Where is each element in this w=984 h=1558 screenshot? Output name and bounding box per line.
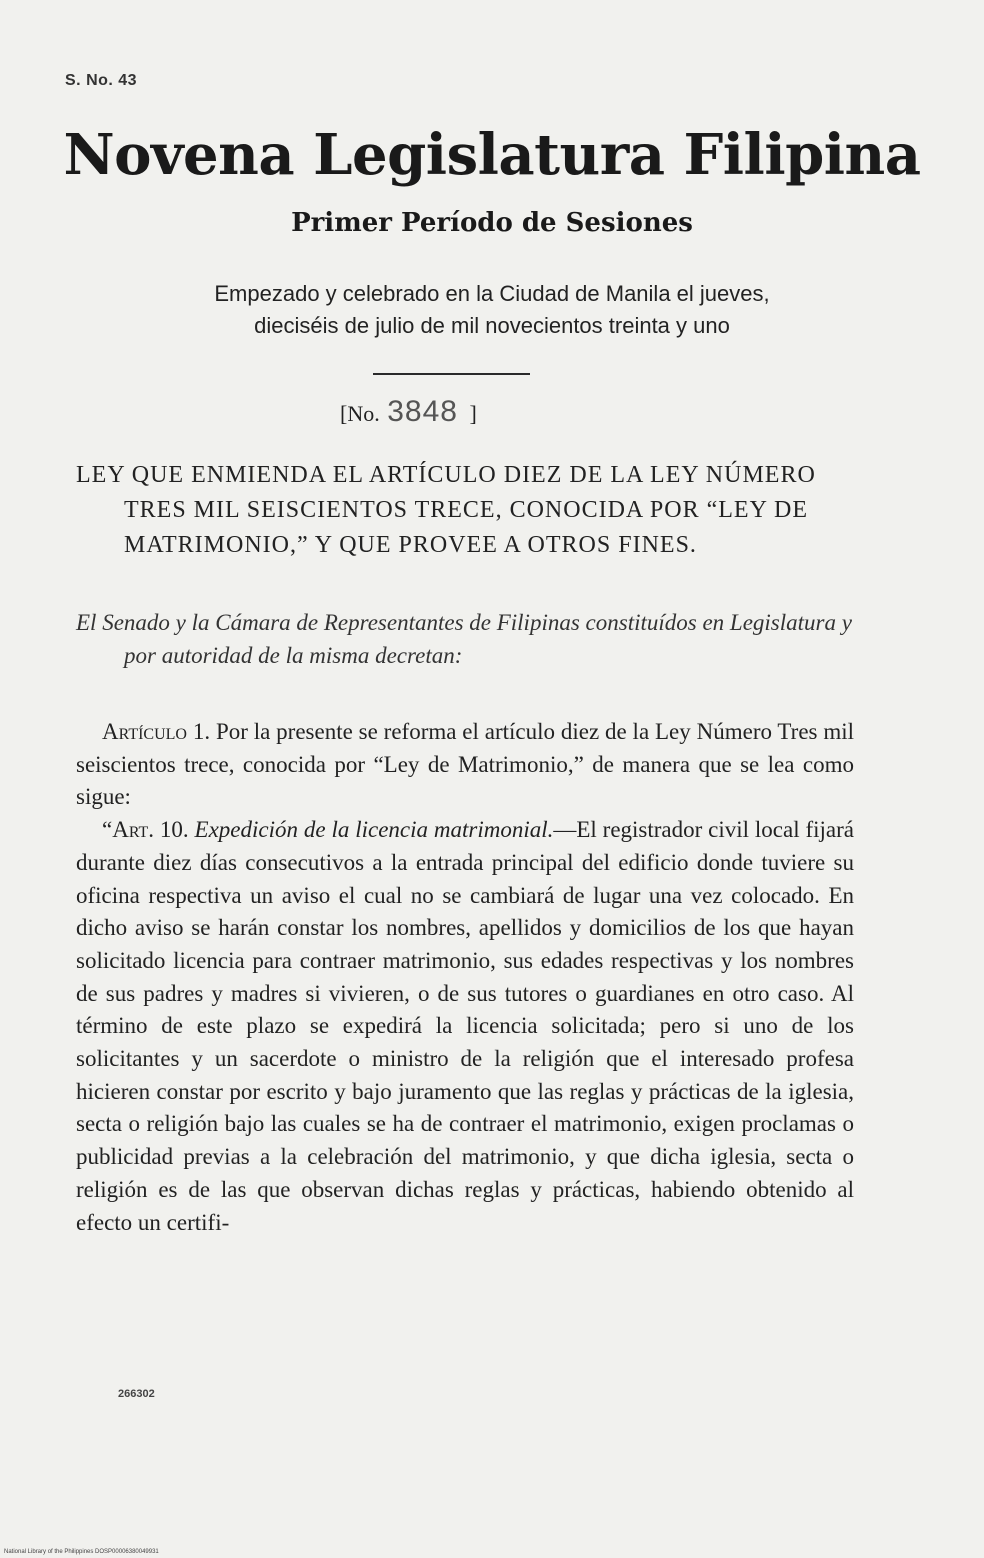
- divider-rule: [373, 373, 530, 375]
- act-heading-text: LEY QUE ENMIENDA EL ARTÍCULO DIEZ DE LA LEY NÚMERO TRES MIL SEISCIENTOS TRECE, CONOCIDA POR “LEY DE MATRIMONIO,” Y QUE PROVEE A OTROS FINES.: [76, 462, 816, 558]
- act-number-suffix: ]: [469, 401, 477, 426]
- act-body: [76, 716, 854, 1239]
- section-1-label: Artículo 1.: [102, 719, 211, 744]
- legislature-title: Novena Legislatura Filipina: [63, 122, 921, 188]
- section-1: [76, 716, 854, 814]
- act-number: [340, 392, 477, 434]
- session-subtitle: Primer Período de Sesiones: [291, 208, 693, 238]
- print-code: 266302: [118, 1388, 155, 1400]
- article-10-title: Expedición de la licencia matrimonial.: [194, 817, 554, 843]
- article-10-label: “Art. 10.: [102, 817, 189, 843]
- section-1-text: Por la presente se reforma el artículo diez de la Ley Número Tres mil seiscientos trece, conocida por “Ley de Matrimonio,” de manera que se lea como sigue:: [76, 719, 854, 810]
- enacting-clause: [76, 606, 854, 672]
- enacting-clause-text: El Senado y la Cámara de Representantes de Filipinas constituídos en Legislatura y por autoridad de la misma decretan:: [76, 610, 852, 668]
- article-10: [76, 814, 854, 1239]
- convened-statement: [60, 278, 924, 342]
- library-footer: National Library of the Philippines DOSP00006380049931: [4, 1549, 159, 1555]
- series-number: S. No. 43: [65, 72, 138, 89]
- act-number-value: 3848: [387, 395, 458, 428]
- act-heading: [76, 458, 854, 563]
- convened-line-1: Empezado y celebrado en la Ciudad de Manila el jueves,: [214, 281, 770, 306]
- act-number-prefix: [No.: [340, 401, 380, 426]
- convened-line-2: dieciséis de julio de mil novecientos treinta y uno: [254, 313, 730, 338]
- article-10-text: —El registrador civil local fijará durante diez días consecutivos a la entrada principal del edificio donde tuviere su oficina respectiva un aviso el cual no se cambiará de lugar una vez colocado. En dicho aviso se harán constar los nombres, apellidos y domicilios de los que hayan solicitado licencia para contraer matrimonio, sus edades respectivas y los nombres de sus padres y madres si vivieren, o de sus tutores o guardianes en otro caso. Al término de este plazo se expedirá la licencia solicitada; pero si uno de los solicitantes y un sacerdote o ministro de la religión que el interesado profesa hicieren constar por escrito y bajo juramento que las reglas y prácticas de la iglesia, secta o religión bajo las cuales se ha de contraer el matrimonio, exigen proclamas o publicidad previas a la celebración del matrimonio, y que dicha iglesia, secta o religión es de las que observan dichas reglas y prácticas, habiendo obtenido al efecto un certifi-: [76, 817, 854, 1235]
